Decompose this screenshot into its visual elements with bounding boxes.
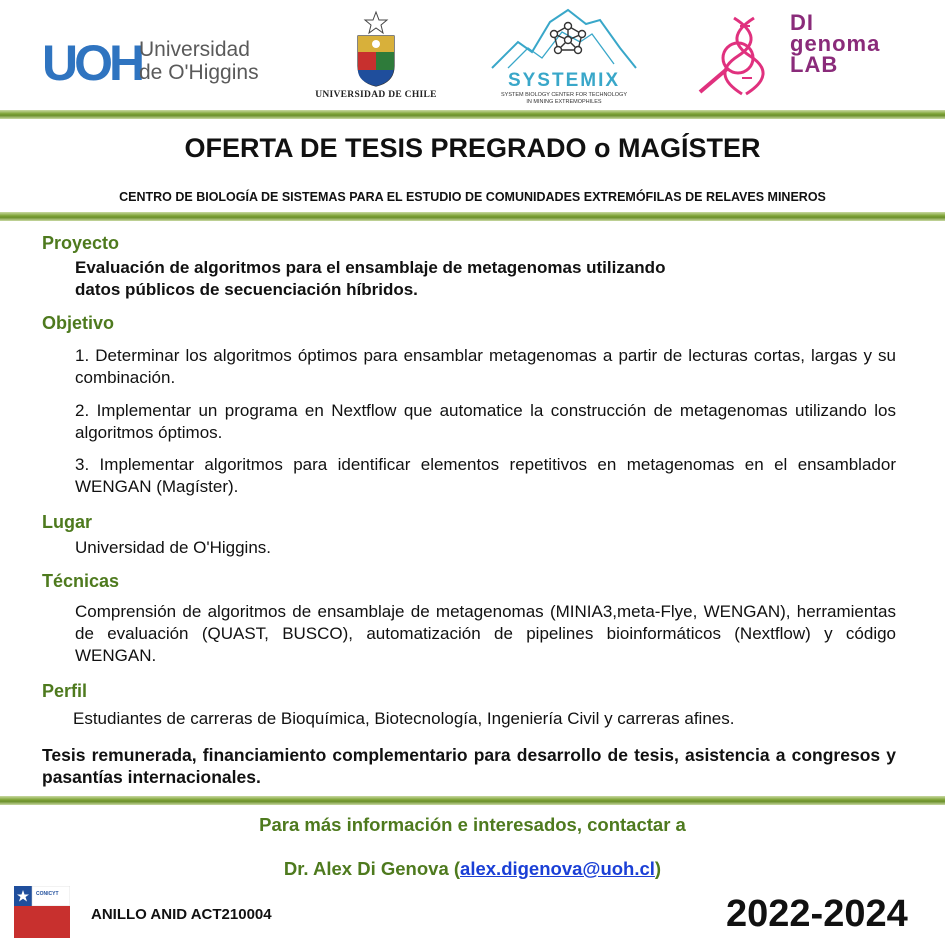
systemix-sub-line1: SYSTEM BIOLOGY CENTER FOR TECHNOLOGY (500, 92, 627, 98)
systemix-sub-line2: IN MINING EXTREMOPHILES (526, 99, 602, 105)
conicyt-text: CONICYT (36, 891, 59, 897)
uchile-logo-text: UNIVERSIDAD DE CHILE (315, 90, 437, 100)
contact-email-link[interactable]: alex.digenova@uoh.cl (460, 858, 655, 879)
digenoma-logo-text (790, 12, 880, 75)
contact-close-paren: ) (654, 858, 662, 879)
conicyt-flag-icon (14, 886, 70, 938)
page-title: OFERTA DE TESIS PREGRADO o MAGÍSTER (184, 133, 761, 163)
uoh-logo-line1: Universidad (139, 38, 250, 61)
logo-header (0, 0, 945, 112)
proyecto-line2: datos públicos de secuenciación híbridos. (75, 280, 418, 299)
systemix-logo (488, 8, 640, 106)
divider-band (0, 212, 945, 221)
lugar-text: Universidad de O'Higgins. (75, 538, 272, 557)
proyecto-line1: Evaluación de algoritmos para el ensamblaje de metagenomas utilizando (75, 258, 666, 277)
section-heading-objetivo: Objetivo (42, 313, 115, 333)
systemix-logo-name: SYSTEMIX (507, 70, 621, 91)
digenoma-line1: DI (790, 10, 814, 35)
systemix-logo-subtitle (488, 92, 640, 106)
divider-band (0, 796, 945, 805)
digenoma-line3: LAB (790, 52, 839, 77)
digenoma-logo (694, 10, 881, 102)
anillo-code: ANILLO ANID ACT210004 (91, 906, 272, 923)
page-subtitle: CENTRO DE BIOLOGÍA DE SISTEMAS PARA EL ESTUDIO DE COMUNIDADES EXTREMÓFILAS DE RELAVES MINEROS (119, 190, 826, 204)
section-heading-tecnicas: Técnicas (42, 571, 120, 591)
years-range: 2022-2024 (726, 893, 908, 935)
objetivo-item-3: 3. Implementar algoritmos para identificar elementos repetitivos en metagenomas en el ensamblador WENGAN (Magíster). (75, 455, 896, 496)
contact-line: Para más información e interesados, contactar a (259, 814, 686, 835)
systemix-mountain-icon (488, 8, 640, 72)
digenoma-line2: genoma (790, 31, 881, 56)
uoh-logo-text (139, 38, 259, 84)
contact-name: Dr. Alex Di Genova ( (283, 858, 461, 879)
tecnicas-text: Comprensión de algoritmos de ensamblaje de metagenomas (MINIA3,meta-Flye, WENGAN), herramientas de evaluación (QUAST, BUSCO), automatización de pipelines bioinformáticos (Nextflow) y código WENGAN. (75, 602, 896, 665)
objetivo-item-1: 1. Determinar los algoritmos óptimos para ensamblar metagenomas a partir de lecturas cortas, largas y su combinación. (75, 346, 896, 387)
uoh-logo-mark: UOH (42, 35, 142, 91)
objetivo-item-2: 2. Implementar un programa en Nextflow que automatice la construcción de metagenomas utilizando los algoritmos óptimos. (75, 401, 896, 442)
uoh-logo-line2: de O'Higgins (139, 61, 259, 84)
contact-name-line (0, 858, 945, 880)
section-heading-perfil: Perfil (42, 681, 88, 701)
section-heading-proyecto: Proyecto (42, 233, 120, 253)
uchile-logo (312, 10, 440, 102)
conicyt-logo (14, 886, 70, 938)
uoh-logo (42, 36, 262, 92)
remunerada-note: Tesis remunerada, financiamiento complementario para desarrollo de tesis, asistencia a congresos y pasantías internacionales. (42, 745, 896, 787)
perfil-text: Estudiantes de carreras de Bioquímica, Biotecnología, Ingeniería Civil y carreras afines. (73, 709, 735, 728)
divider-band (0, 110, 945, 119)
section-heading-lugar: Lugar (42, 512, 93, 532)
dna-magnifier-icon (694, 12, 790, 96)
uchile-crest-icon (352, 10, 400, 88)
